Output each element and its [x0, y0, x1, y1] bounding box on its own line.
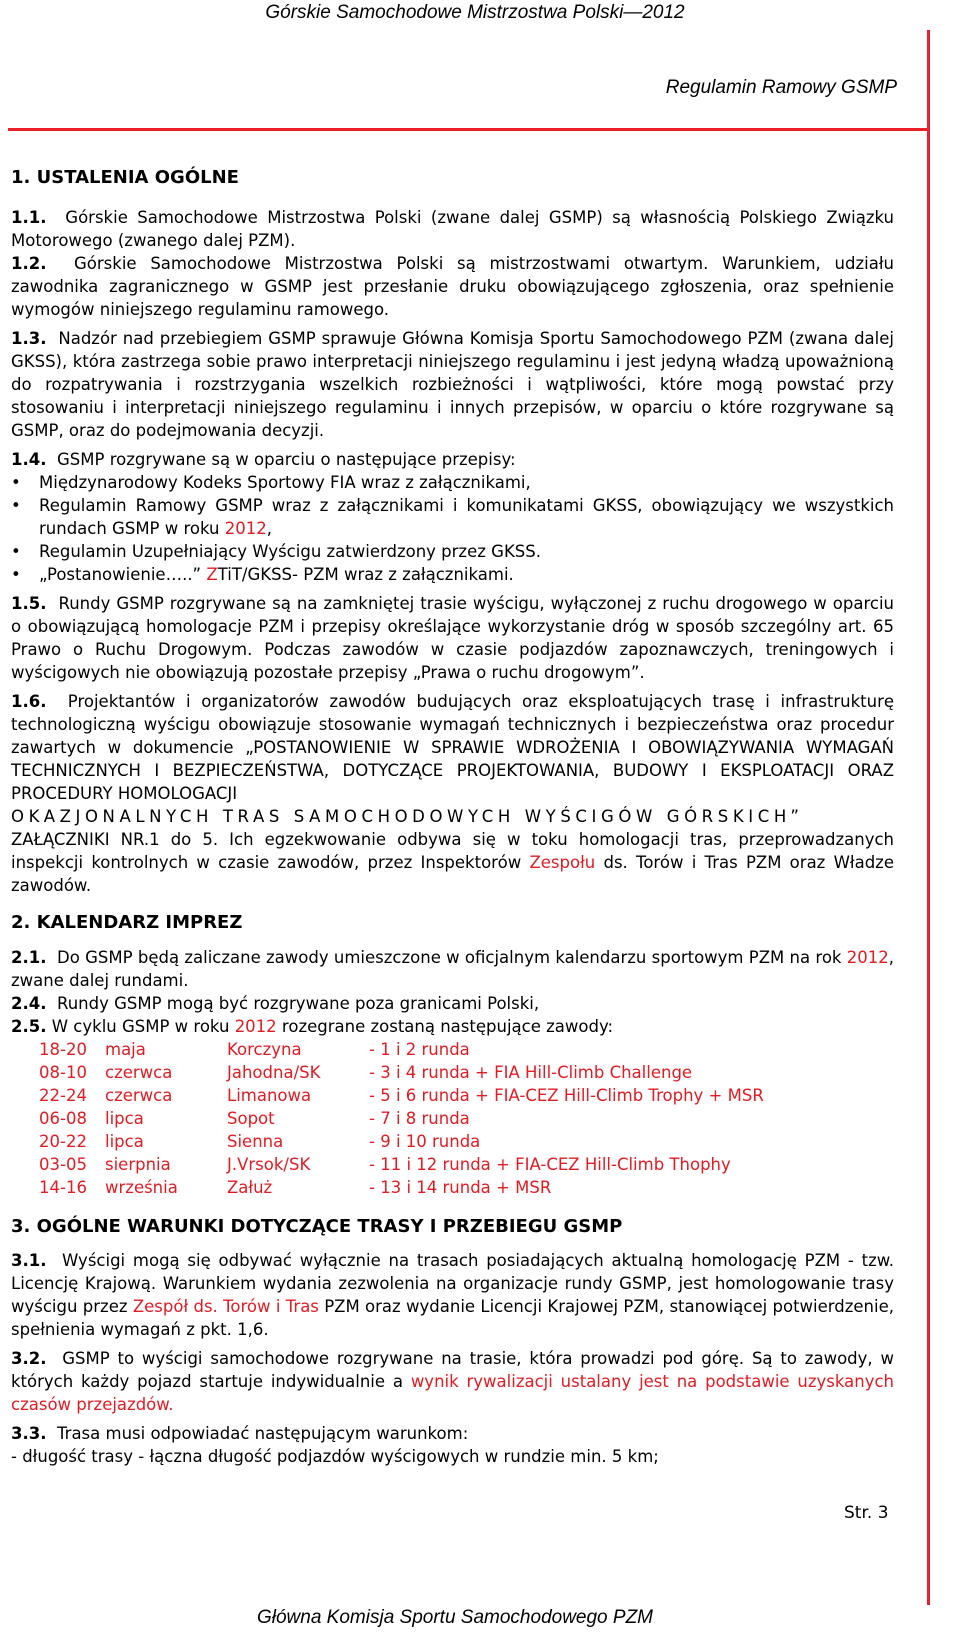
paragraph-3-3: 3.3. Trasa musi odpowiadać następującym warunkom:	[11, 1424, 469, 1443]
paragraph-3-1: 3.1. Wyścigi mogą się odbywać wyłącznie na trasach posiadających aktualną homologację PZM - tzw. Licencję Krajową. Warunkiem wydania zezwolenia na organizacje rundy GSMP, jest homologowanie trasy wyścigu przez Zespół ds. Torów i Tras PZM oraz wydanie Licencji Krajowej PZM, stanowiącej potwierdzenie, spełnienia wymagań z pkt. 1,6.	[11, 1251, 894, 1339]
events-calendar-table	[39, 1038, 764, 1199]
running-header-subtitle: Regulamin Ramowy GSMP	[665, 77, 897, 98]
header-rule-horizontal	[8, 128, 930, 131]
running-header-title: Górskie Samochodowe Mistrzostwa Polski—2012	[265, 2, 685, 23]
running-footer: Główna Komisja Sportu Samochodowego PZM	[256, 1607, 654, 1628]
paragraph-1-3: 1.3. Nadzór nad przebiegiem GSMP sprawuje Główna Komisja Sportu Samochodowego PZM (zwana dalej GKSS), która zastrzega sobie prawo interpretacji niniejszego regulaminu i jest jedyną władzą upoważnioną do rozpatrywania i rozstrzygania wszelkich rozbieżności i wątpliwości, które mogą powstać przy stosowaniu i interpretacji niniejszego regulaminu i innych przepisów, w oparciu o które rozgrywane są GSMP, oraz do podejmowania decyzji.	[11, 329, 894, 440]
table-row: 08-10 czerwca Jahodna/SK - 3 i 4 runda + FIA Hill-Climb Challenge	[39, 1063, 693, 1082]
paragraph-1-5: 1.5. Rundy GSMP rozgrywane są na zamkniętej trasie wyścigu, wyłączonej z ruchu drogowego w oparciu o obowiązującą homologacje PZM i przepisy określające wykorzystanie dróg w sposób szczególny art. 65 Prawo o Ruchu Drogowym. Podczas zawodów w czasie podjazdów zapoznawczych, treningowych i wyścigowych nie obowiązują pozostałe przepisy „Prawa o ruchu drogowym”.	[11, 594, 894, 682]
section-1-heading: 1. USTALENIA OGÓLNE	[11, 167, 239, 188]
table-row: 22-24 czerwca Limanowa - 5 i 6 runda + FIA-CEZ Hill-Climb Trophy + MSR	[39, 1086, 764, 1105]
list-item: • Regulamin Uzupełniający Wyścigu zatwierdzony przez GKSS.	[11, 540, 894, 563]
list-item: • „Postanowienie…..” ZTiT/GKSS- PZM wraz z załącznikami.	[11, 563, 894, 586]
track-length-condition: - długość trasy - łączna długość podjazdów wyścigowych w rundzie min. 5 km;	[11, 1447, 659, 1466]
table-row: 20-22 lipca Sienna - 9 i 10 runda	[39, 1132, 481, 1151]
list-item: • Międzynarodowy Kodeks Sportowy FIA wraz z załącznikami,	[11, 471, 894, 494]
paragraph-1-4: 1.4. GSMP rozgrywane są w oparciu o następujące przepisy:	[11, 450, 516, 469]
margin-rule-vertical	[927, 30, 930, 1605]
paragraph-2-4: 2.4. Rundy GSMP mogą być rozgrywane poza granicami Polski,	[11, 994, 540, 1013]
paragraph-1-6: 1.6. Projektantów i organizatorów zawodów budujących oraz eksploatujących trasę i infrastrukturę technologiczną wyścigu obowiązuje stosowanie wymagań technicznych i bezpieczeństwa oraz procedur zawartych w dokumencie „POSTANOWIENIE W SPRAWIE WDROŻENIA I OBOWIĄZYWANIA WYMAGAŃ TECHNICZNYCH I BEZPIECZEŃSTWA, DOTYCZĄCE PROJEKTOWANIA, BUDOWY I EKSPLOATACJI ORAZ PROCEDURY HOMOLOGACJI	[11, 692, 894, 803]
document-body	[11, 166, 894, 1468]
paragraph-1-6-cont: ZAŁĄCZNIKI NR.1 do 5. Ich egzekwowanie odbywa się w toku homologacji tras, przeprowadzanych inspekcji kontrolnych w czasie zawodów, przez Inspektorów Zespołu ds. Torów i Tras PZM oraz Władze zawodów.	[11, 830, 894, 895]
table-row: 18-20 maja Korczyna - 1 i 2 runda	[39, 1040, 470, 1059]
paragraph-2-5: 2.5. W cyklu GSMP w roku 2012 rozegrane zostaną następujące zawody:	[11, 1017, 614, 1036]
table-row: 14-16 września Załuż - 13 i 14 runda + MSR	[39, 1178, 552, 1197]
paragraph-1-1: 1.1. Górskie Samochodowe Mistrzostwa Polski (zwane dalej GSMP) są własnością Polskiego Związku Motorowego (zwanego dalej PZM).	[11, 208, 894, 250]
regulations-list	[11, 471, 894, 586]
paragraph-1-6-spaced-line: OKAZJONALNYCH TRAS SAMOCHODOWYCH WYŚCIGÓW GÓRSKICH”	[11, 807, 804, 826]
table-row: 03-05 sierpnia J.Vrsok/SK - 11 i 12 runda + FIA-CEZ Hill-Climb Thophy	[39, 1155, 731, 1174]
section-3-heading: 3. OGÓLNE WARUNKI DOTYCZĄCE TRASY I PRZEBIEGU GSMP	[11, 1216, 623, 1237]
paragraph-1-2: 1.2. Górskie Samochodowe Mistrzostwa Polski są mistrzostwami otwartym. Warunkiem, udziału zawodnika zagranicznego w GSMP jest przesłanie druku obowiązującego zgłoszenia, oraz spełnienie wymogów niniejszego regulaminu ramowego.	[11, 254, 894, 319]
paragraph-2-1: 2.1. Do GSMP będą zaliczane zawody umieszczone w oficjalnym kalendarzu sportowym PZM na rok 2012, zwane dalej rundami.	[11, 948, 894, 990]
page-number: Str. 3	[844, 1503, 889, 1523]
paragraph-3-2: 3.2. GSMP to wyścigi samochodowe rozgrywane na trasie, która prowadzi pod górę. Są to zawody, w których każdy pojazd startuje indywidualnie a wynik rywalizacji ustalany jest na podstawie uzyskanych czasów przejazdów.	[11, 1349, 894, 1414]
table-row: 06-08 lipca Sopot - 7 i 8 runda	[39, 1109, 470, 1128]
list-item: • Regulamin Ramowy GSMP wraz z załącznikami i komunikatami GKSS, obowiązujący we wszystkich rundach GSMP w roku 2012,	[11, 494, 894, 540]
section-2-heading: 2. KALENDARZ IMPREZ	[11, 912, 243, 933]
